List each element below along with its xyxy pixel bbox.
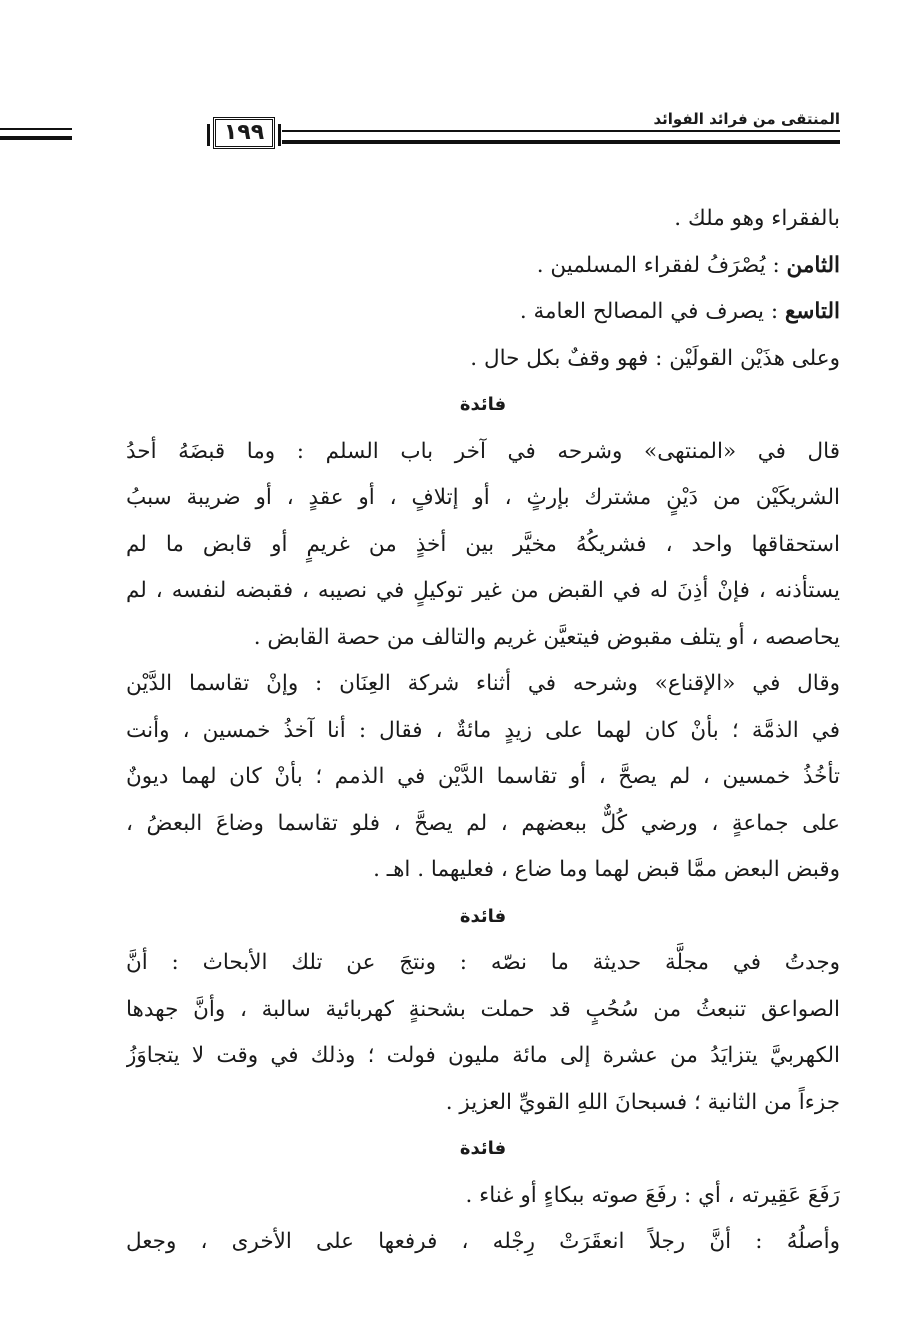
list-text: : يُصْرَفُ لفقراء المسلمين . xyxy=(536,252,787,278)
text-line: وقبض البعض ممَّا قبض لهما وما ضاع ، فعليهما . اهـ . xyxy=(373,857,840,882)
section-heading: فائدة xyxy=(459,394,507,415)
text-line: وأصلُهُ : أنَّ رجلاً انعقَرَتْ رِجْله ، فرفعها على الأخرى ، وجعل xyxy=(126,1229,840,1254)
list-text: : يصرف في المصالح العامة . xyxy=(519,299,785,324)
text-line: الكهربيَّ يتزايَدُ من عشرة إلى مائة مليون فولت ؛ وذلك في وقت لا يتجاوَزُ xyxy=(126,1043,840,1068)
text-line: جزءاً من الثانية ؛ فسبحانَ اللهِ القويِّ العزيز . xyxy=(445,1089,840,1115)
section-heading: فائدة xyxy=(459,905,507,927)
text-line: الصواعق تنبعثُ من سُحُبٍ قد حملت بشحنةٍ كهربائية سالبة ، وأنَّ جهدها xyxy=(126,996,840,1022)
header-rule-left-top xyxy=(0,128,72,130)
header-rule-right-top xyxy=(282,130,840,132)
text-line: وقال في «الإقناع» وشرحه في أثناء شركة العِنَان : وإنْ تقاسما الدَّيْن xyxy=(126,671,840,696)
list-term: التاسع xyxy=(784,299,840,324)
page-number-text: ١٩٩ xyxy=(223,120,265,145)
section-heading: فائدة xyxy=(459,1138,507,1159)
text-line: بالفقراء وهو ملك . xyxy=(674,206,840,231)
text-line xyxy=(126,243,840,290)
text-line: وجدتُ في مجلَّة حديثة ما نصّه : ونتجَ عن تلك الأبحاث : أنَّ xyxy=(126,950,840,975)
book-title: المنتقى من فرائد الفوائد xyxy=(653,110,840,128)
text-line: يحاصصه ، أو يتلف مقبوض فيتعيَّن غريم والتالف من حصة القابض . xyxy=(253,624,840,650)
header-rule-left-bottom xyxy=(0,136,72,140)
text-line: يستأذنه ، فإنْ أذِنَ له في القبض من غير توكيلٍ في نصيبه ، فقبضه لنفسه ، لم xyxy=(126,578,840,603)
text-line: قال في «المنتهى» وشرحه في آخر باب السلم : وما قبضَهُ أحدُ xyxy=(126,438,840,464)
page-number xyxy=(213,117,275,149)
text-line: على جماعةٍ ، ورضي كُلٌّ ببعضهم ، لم يصحَّ ، فلو تقاسما وضاعَ البعضُ ، xyxy=(126,810,840,836)
text-line: تأخُذُ خمسين ، لم يصحَّ ، أو تقاسما الدَّيْن في الذمم ؛ بأنْ كان لهما ديونٌ xyxy=(126,764,840,789)
text-line xyxy=(126,289,840,336)
text-line: وعلى هذَيْن القولَيْن : فهو وقفٌ بكل حال . xyxy=(470,345,840,371)
list-term: الثامن xyxy=(786,252,840,278)
text-line: الشريكَيْن من دَيْنٍ مشترك بإرثٍ ، أو إتلافٍ ، أو عقدٍ ، أو ضريبة سببُ xyxy=(126,485,840,510)
body-text xyxy=(126,196,840,1266)
text-line: استحقاقها واحد ، فشريكُهُ مخيَّر بين أخذٍ من غريمٍ أو قابض ما لم xyxy=(126,531,840,557)
text-line: في الذمَّة ؛ بأنْ كان لهما على زيدٍ مائةٌ ، فقال : أنا آخذُ خمسين ، وأنت xyxy=(126,717,840,743)
text-line: رَفَعَ عَقِيرته ، أي : رفَعَ صوته ببكاءٍ أو غناء . xyxy=(465,1182,840,1208)
header-rule-right-bottom xyxy=(282,140,840,144)
